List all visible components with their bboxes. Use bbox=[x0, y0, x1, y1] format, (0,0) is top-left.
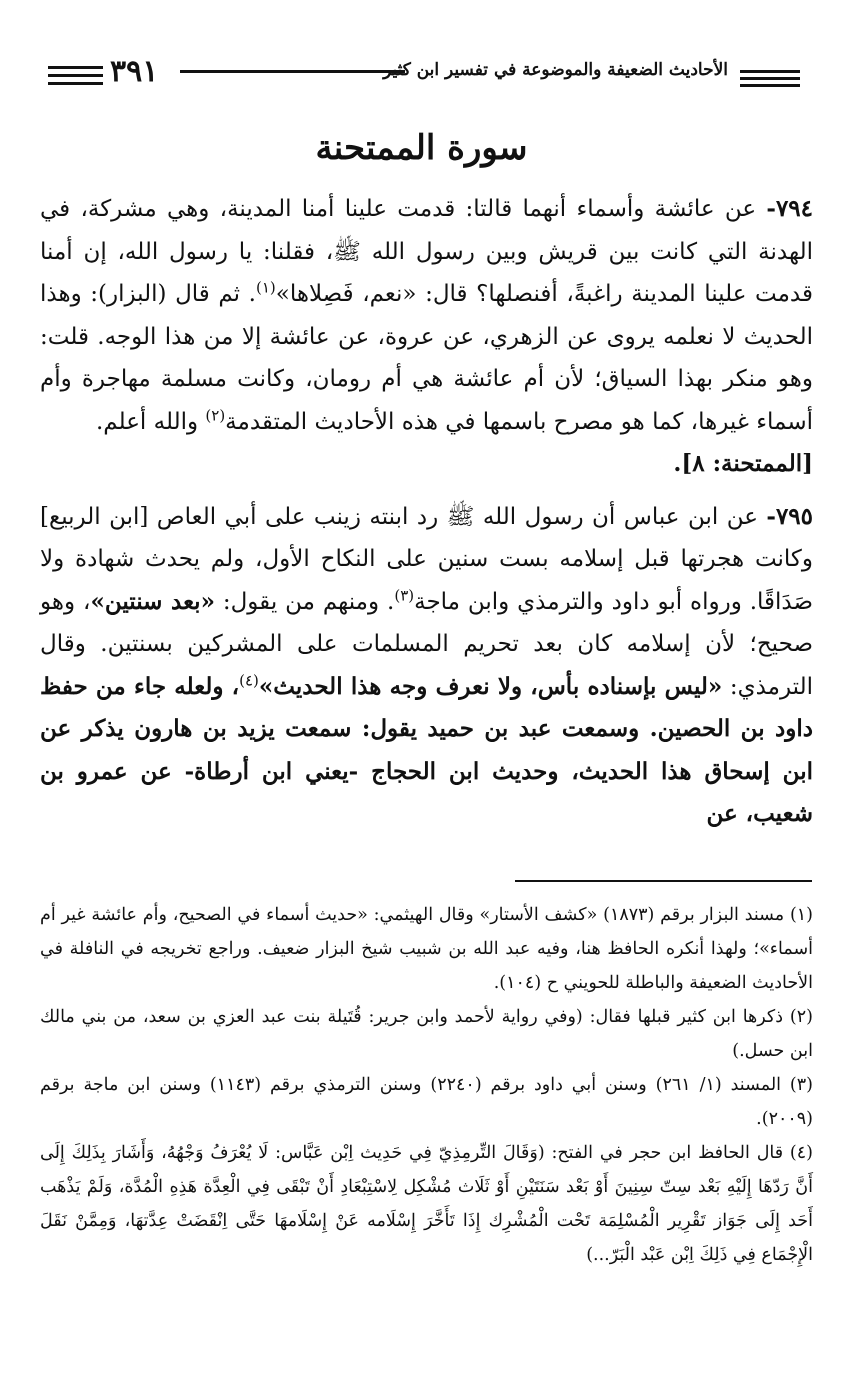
main-text bbox=[40, 188, 813, 836]
footnote-1: (١) مسند البزار برقم (١٨٧٣) «كشف الأستار» وقال الهيثمي: «حديث أسماء في الصحيح، وأم عائشة غير أم أسماء»؛ ولهذا أنكره الحافظ هنا، وفيه عبد الله بن شبيب شيخ البزار ضعيف. وراجع تخريجه في النافلة في الأحاديث الضعيفة والباطلة للحويني ح (١٠٤). bbox=[40, 905, 813, 993]
book-title: الأحاديث الضعيفة والموضوعة في تفسير ابن كثير bbox=[383, 60, 728, 80]
hadith-795 bbox=[40, 496, 813, 836]
hadith-quote: «ليس بإسناده بأس، ولا نعرف وجه هذا الحديث» bbox=[258, 672, 723, 700]
running-header bbox=[40, 52, 800, 96]
surah-title: سورة الممتحنة bbox=[315, 128, 528, 168]
hadith-quote: ، ولعله جاء من حفظ داود بن الحصين. وسمعت عبد بن حميد يقول: سمعت يزيد بن هارون يذكر عن ابن إسحاق هذا الحديث، وحديث ابن الحجاج -يعني ابن أرطاة- عن عمرو بن شعيب، عن bbox=[40, 672, 813, 827]
header-rule-right-1 bbox=[740, 70, 800, 73]
header-rule-mid bbox=[180, 70, 405, 73]
hadith-794 bbox=[40, 188, 813, 443]
footnote-ref-4: (٤) bbox=[239, 670, 259, 689]
footnote-3: (٣) المسند (١/ ٢٦١) وسنن أبي داود برقم (٢٢٤٠) وسنن الترمذي برقم (١١٤٣) وسنن ابن ماجة برقم (٢٠٠٩). bbox=[40, 1075, 813, 1129]
hadith-text: . ومنهم من يقول: bbox=[214, 588, 395, 615]
hadith-text: والله أعلم. bbox=[95, 408, 206, 435]
header-rule-left-3 bbox=[48, 82, 103, 85]
footnote-ref-1: (١) bbox=[255, 278, 276, 297]
header-rule-left-1 bbox=[48, 66, 103, 69]
hadith-text: عن عائشة وأسماء أنهما قالتا: قدمت علينا أمنا المدينة، وهي مشركة، في الهدنة التي كانت بين قريش وبين رسول الله ﷺ، فقلنا: يا رسول الله، إن أمنا قدمت علينا المدينة راغبةً، أفنصلها؟ قال: «نعم، فَصِلاها» bbox=[40, 196, 813, 307]
header-rule-right-2 bbox=[740, 77, 800, 80]
hadith-quote: «بعد سنتين» bbox=[90, 587, 215, 615]
footnotes bbox=[40, 898, 813, 1272]
hadith-number: ٧٩٤- bbox=[766, 195, 813, 222]
page-number: ٣٩١ bbox=[110, 54, 159, 89]
hadith-text: عن ابن عباس أن رسول الله ﷺ رد ابنته زينب على أبي العاص [ابن الربيع] وكانت هجرتها قبل إسلامه بست سنين على النكاح الأول، ولم يحدث شهادة ولا صَدَاقًا. ورواه أبو داود والترمذي وابن ماجة bbox=[40, 503, 813, 615]
verse-reference: [الممتحنة: ٨]. bbox=[673, 450, 813, 477]
footnote-ref-3: (٣) bbox=[394, 585, 415, 604]
hadith-number: ٧٩٥- bbox=[766, 502, 813, 530]
header-rule-left-2 bbox=[48, 74, 103, 77]
footnote-ref-2: (٢) bbox=[205, 405, 226, 424]
hadith-text: . ثم قال (البزار): وهذا الحديث لا نعلمه يروى عن الزهري، عن عروة، عن عائشة إلا من هذا الوجه. قلت: وهو منكر بهذا السياق؛ لأن أم عائشة هي أم رومان، وكانت مسلمة مهاجرة وأم أسماء غيرها، كما هو مصرح باسمها في هذه الأحاديث المتقدمة bbox=[40, 281, 813, 435]
footnote-separator bbox=[515, 880, 812, 882]
footnote-2: (٢) ذكرها ابن كثير قبلها فقال: (وفي رواية لأحمد وابن جرير: قُتَيلة بنت عبد العزي بن سعد، من بني مالك ابن حسل.) bbox=[40, 1007, 813, 1061]
footnote-4: (٤) قال الحافظ ابن حجر في الفتح: (وَقَالَ التِّرمِذِيّ فِي حَدِيث اِبْن عَبَّاس: لَا يُعْرَفُ وَجْهُهُ، وَأَشَارَ بِذَلِكَ إِلَى أَنَّ رَدّهَا إِلَيْهِ بَعْد سِتّ سِنِينَ أَوْ بَعْد سَنَتَيْنِ أَوْ ثَلَاث مُشْكِل لِاسْتِبْعَادِ أَنْ تَبْقَى فِي الْعِدَّة هَذِهِ الْمُدَّة، وَلَمْ يَذْهَب أَحَد إِلَى جَوَاز تَقْرِير الْمُسْلِمَة تَحْت الْمُشْرِك إِذَا تَأَخَّرَ إِسْلَامه عَنْ إِسْلَامهَا حَتَّى اِنْقَضَتْ عِدَّتهَا، وَمِمَّنْ نَقَلَ الْإِجْمَاع فِي ذَلِكَ اِبْن عَبْد الْبَرّ...) bbox=[40, 1143, 813, 1265]
header-rule-right-3 bbox=[740, 84, 800, 87]
hadith-text: ، وهو صحيح؛ لأن إسلامه كان بعد تحريم المسلمات على المشركين بسنتين. وقال الترمذي: bbox=[40, 588, 814, 700]
